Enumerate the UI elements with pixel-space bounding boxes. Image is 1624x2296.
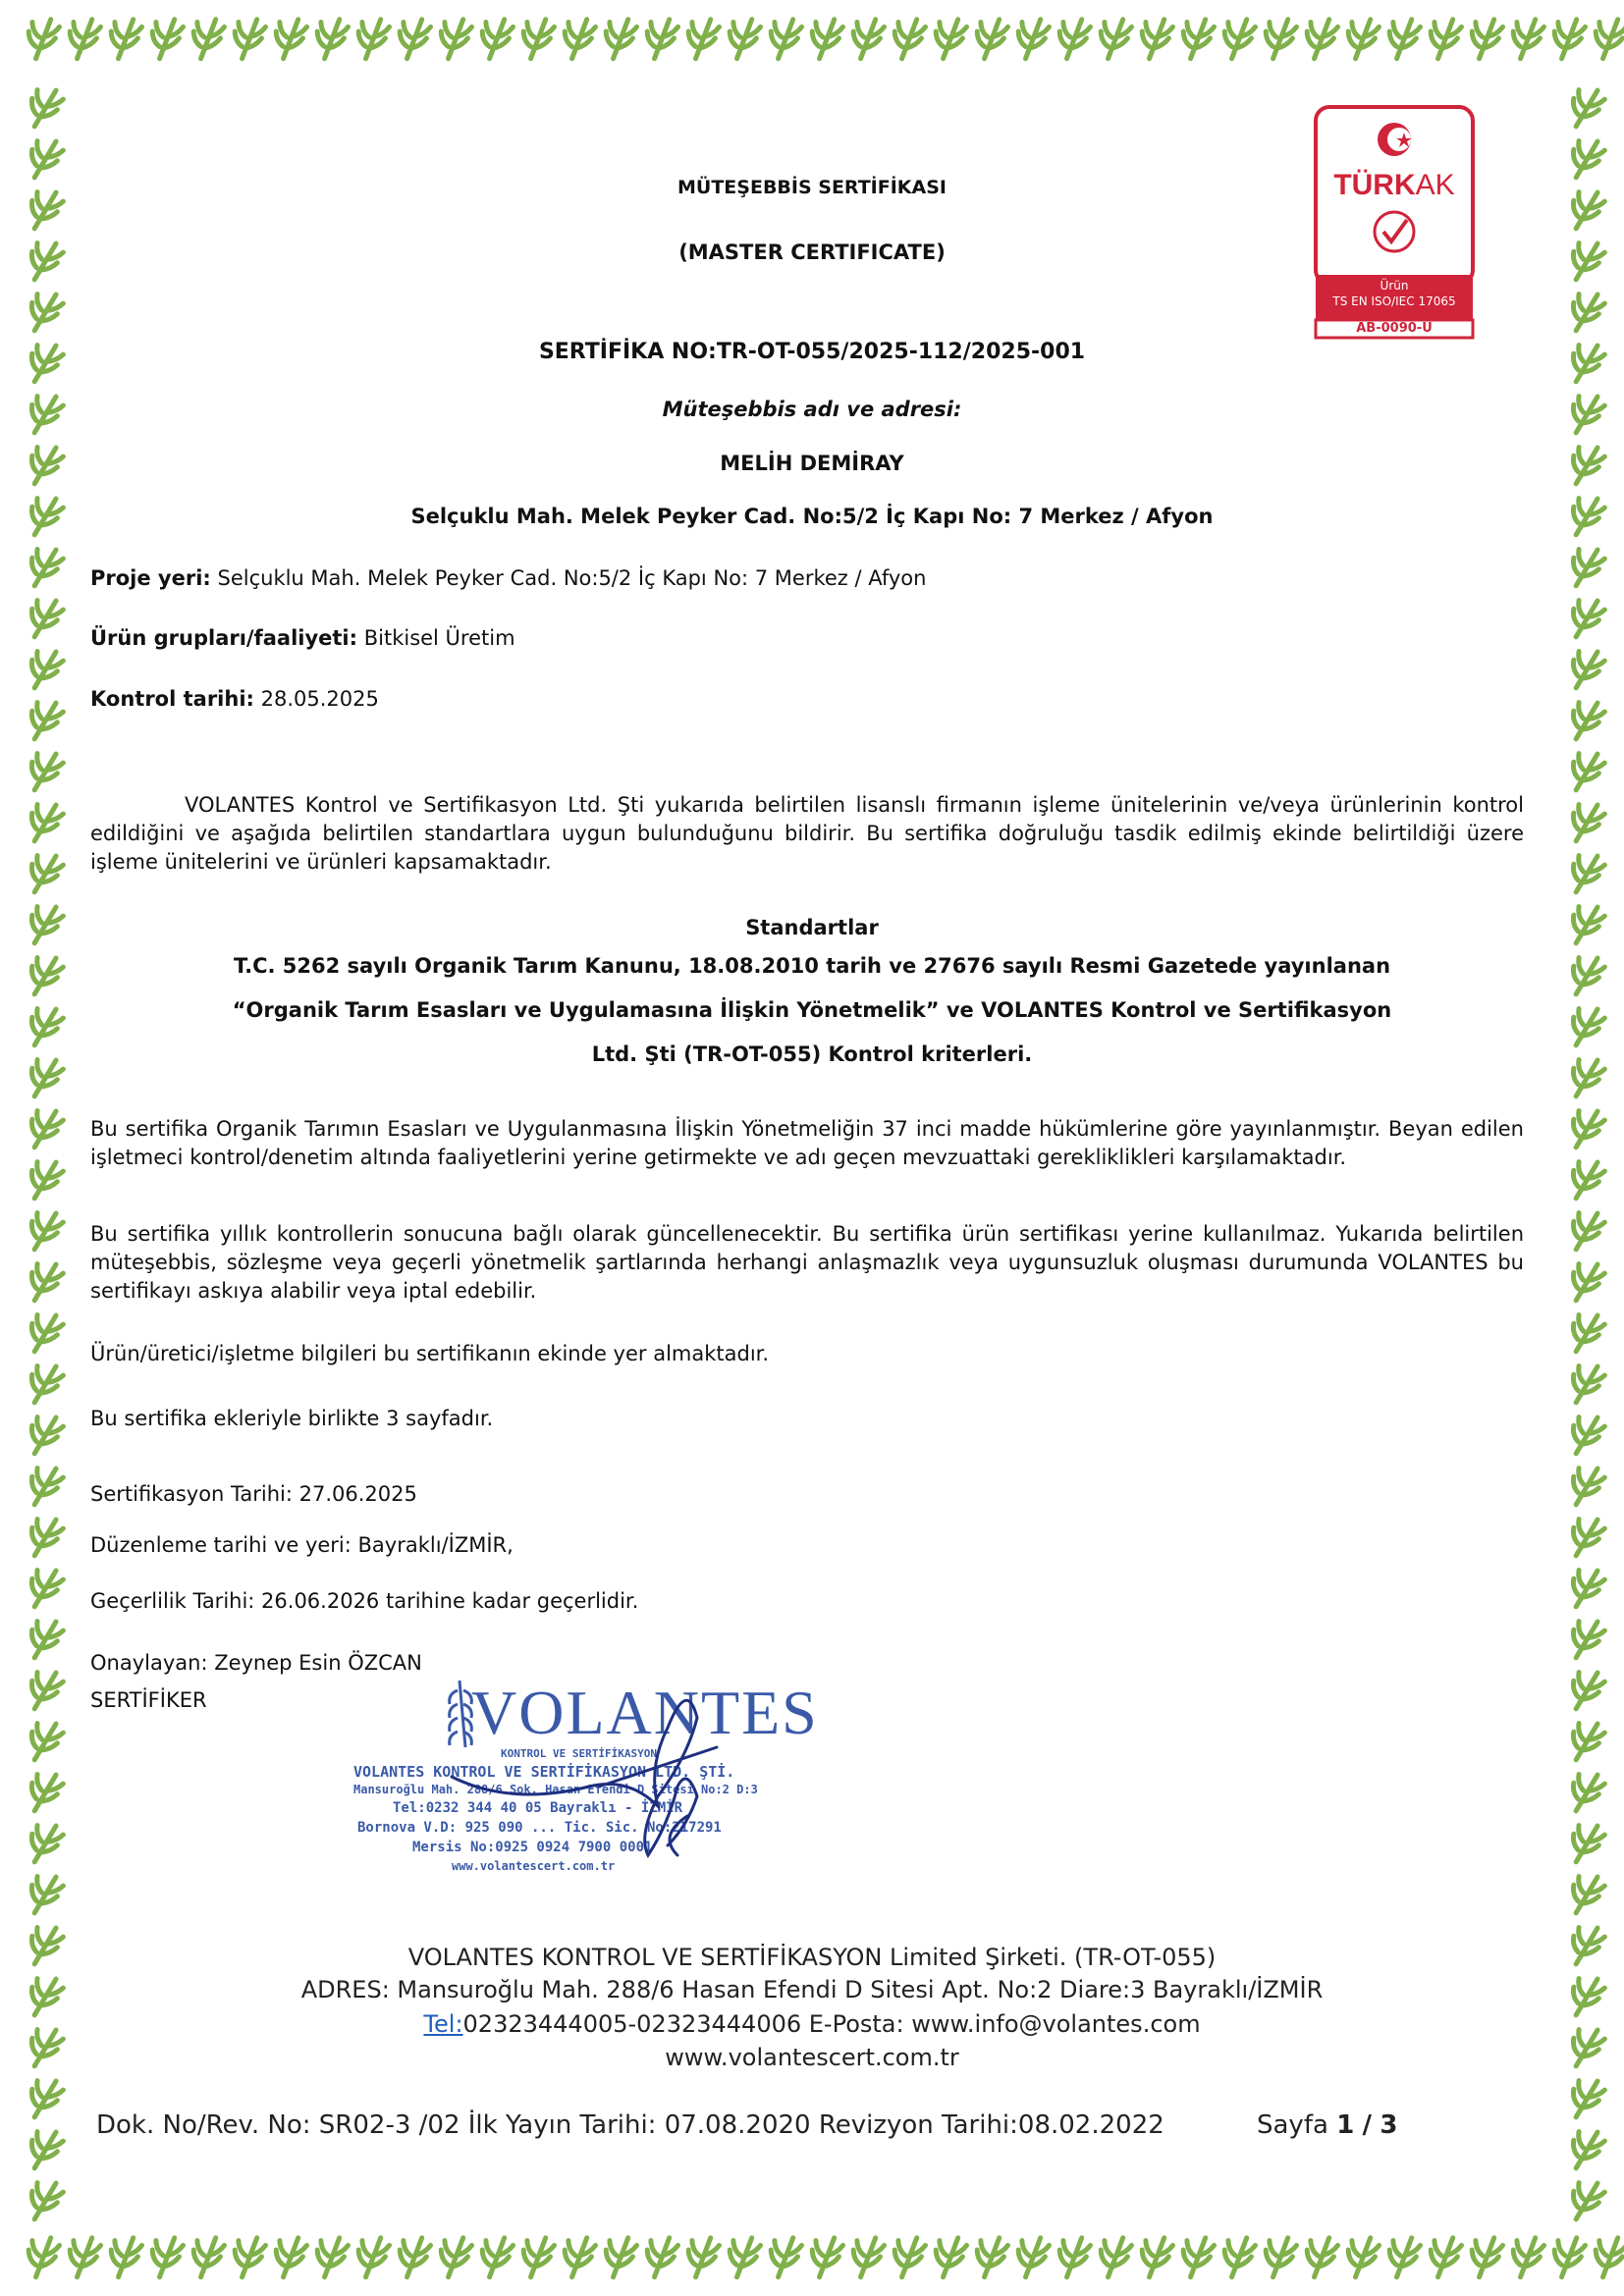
wheat-sprig-icon [24,849,66,898]
control-date-field [90,687,379,711]
wheat-sprig-icon [1344,2234,1380,2280]
wheat-sprig-icon [1220,16,1257,62]
wheat-sprig-icon [849,16,886,62]
approver: Onaylayan: Zeynep Esin ÖZCAN [90,1651,422,1675]
control-date-value: 28.05.2025 [260,687,379,711]
wheat-sprig-icon [726,2234,762,2280]
standards-heading: Standartlar [745,916,879,939]
wheat-sprig-icon [66,16,102,62]
wheat-sprig-icon [1385,16,1422,62]
wheat-sprig-icon [602,16,638,62]
intro-paragraph: VOLANTES Kontrol ve Sertifikasyon Ltd. Şti yukarıda belirtilen lisanslı firmanın işleme ünitelerinin ve/veya ürünlerinin kontrol edildiğini ve aşağıda belirtilen standartlara uygun bulunduğunu bildirir. Bu sertifika doğruluğu tasdik edilmiş ekinde belirtildiği üzere işleme ünitelerini ve ürünleri kapsamaktadır. [90,793,1524,874]
wheat-sprig-icon [1179,16,1216,62]
wheat-sprig-icon [24,696,66,745]
stamp-line-2: VOLANTES KONTROL VE SERTİFİKASYON LTD. ŞTİ. [353,1763,735,1781]
wheat-sprig-icon [1565,696,1607,745]
wheat-sprig-icon [1565,1257,1607,1307]
wheat-sprig-icon [1427,16,1463,62]
tel-link[interactable]: Tel: [423,2010,463,2038]
wheat-sprig-icon [25,16,61,62]
wheat-sprig-icon [148,16,185,62]
wheat-sprig-icon [1097,2234,1133,2280]
issue-date-place: Düzenleme tarihi ve yeri: Bayraklı/İZMİR, [90,1533,514,1557]
wheat-sprig-icon [932,16,968,62]
footer-address: ADRES: Mansuroğlu Mah. 288/6 Hasan Efendi D Sitesi Apt. No:2 Diare:3 Bayraklı/İZMİR [300,1976,1324,2003]
wheat-sprig-icon [1014,2234,1051,2280]
wheat-sprig-icon [1262,16,1298,62]
wheat-sprig-icon [1592,2234,1624,2280]
document-info: Dok. No/Rev. No: SR02-3 /02 İlk Yayın Tarihi: 07.08.2020 Revizyon Tarihi:08.02.2022 [96,2110,1164,2140]
wheat-sprig-icon [1303,16,1339,62]
wheat-sprig-icon [478,16,514,62]
wheat-sprig-icon [1565,594,1607,643]
wheat-sprig-icon [1468,2234,1504,2280]
stamp-line-5: Bornova V.D: 925 090 ... Tic. Sic. No:217291 [357,1820,722,1836]
wheat-sprig-icon [1565,288,1607,337]
wheat-sprig-icon [24,1513,66,1562]
wheat-sprig-icon [767,2234,803,2280]
wheat-sprig-icon [24,1462,66,1511]
wheat-sprig-icon [1565,1104,1607,1153]
wheat-sprig-icon [189,2234,226,2280]
page-label: Sayfa [1257,2110,1328,2140]
wheat-sprig-icon [25,2234,61,2280]
stamp-line-3: Mansuroğlu Mah. 288/6 Sok. Hasan Efendi D Sitesi No:2 D:3 [353,1783,758,1796]
wheat-sprig-icon [1565,1615,1607,1664]
wheat-sprig-icon [1565,1666,1607,1715]
wheat-sprig-icon [1565,1717,1607,1766]
wheat-sprig-icon [1550,2234,1587,2280]
wheat-sprig-icon [24,2074,66,2123]
validity-date: Geçerlilik Tarihi: 26.06.2026 tarihine kadar geçerlidir. [90,1589,639,1613]
wheat-sprig-icon [643,2234,679,2280]
wheat-sprig-icon [1565,1513,1607,1562]
wheat-sprig-icon [726,16,762,62]
wheat-sprig-icon [1056,2234,1092,2280]
wheat-sprig-icon [24,747,66,796]
control-date-label: Kontrol tarihi: [90,687,254,711]
wheat-sprig-icon [891,2234,927,2280]
signature [334,1669,884,1904]
stamp-logo: VOLANTES [471,1678,819,1747]
wheat-sprig-icon [231,2234,267,2280]
wheat-sprig-icon [24,1666,66,1715]
wheat-sprig-icon [189,16,226,62]
wheat-sprig-icon [1565,798,1607,847]
wheat-sprig-icon [24,1308,66,1358]
wheat-sprig-icon [24,288,66,337]
wheat-sprig-icon [24,2176,66,2225]
footer-website[interactable]: www.volantescert.com.tr [665,2044,959,2071]
wheat-sprig-icon [519,2234,556,2280]
wheat-sprig-icon [1565,1206,1607,1255]
wheat-sprig-icon [24,798,66,847]
owner-address: Selçuklu Mah. Melek Peyker Cad. No:5/2 İç Kapı No: 7 Merkez / Afyon [410,505,1214,528]
wheat-sprig-icon [1509,16,1545,62]
wheat-sprig-icon [272,2234,308,2280]
wheat-sprig-icon [1565,543,1607,592]
wheat-sprig-icon [1565,83,1607,133]
wheat-sprig-icon [231,16,267,62]
turkak-brand: TÜRKAK [1333,169,1455,201]
wheat-sprig-icon [272,16,308,62]
wheat-sprig-icon [1565,1360,1607,1409]
wheat-sprig-icon [1550,16,1587,62]
wheat-sprig-icon [1565,1411,1607,1460]
standards-line-3: Ltd. Şti (TR-OT-055) Kontrol kriterleri. [591,1042,1033,1066]
wheat-sprig-icon [1565,2125,1607,2174]
wheat-sprig-icon [561,2234,597,2280]
wheat-sprig-icon [148,2234,185,2280]
wheat-sprig-icon [24,1104,66,1153]
wheat-sprig-icon [602,2234,638,2280]
wheat-sprig-icon [24,1257,66,1307]
wheat-sprig-icon [24,1206,66,1255]
page-subtitle: (MASTER CERTIFICATE) [678,240,946,264]
paragraph-2: Bu sertifika yıllık kontrollerin sonucuna bağlı olarak güncellenecektir. Bu sertifika ürün sertifikası yerine kullanılmaz. Yukarıda belirtilen müteşebbis, sözleşme veya geçerli yönetmelik şartlarında herhangi anlaşmazlık veya uygunsuzluk oluşması durumunda VOLANTES bu sertifikayı askıya alabilir veya iptal edebilir. [90,1222,1524,1303]
group-field [90,626,515,650]
wheat-sprig-icon [24,1360,66,1409]
paragraph-4: Bu sertifika ekleriyle birlikte 3 sayfadır. [90,1407,494,1430]
wheat-sprig-icon [561,16,597,62]
wheat-sprig-icon [24,543,66,592]
wheat-sprig-icon [478,2234,514,2280]
stamp-line-4: Tel:0232 344 40 05 Bayraklı - İZMİR [393,1800,683,1816]
page-current: 1 [1336,2110,1355,2140]
wheat-sprig-icon [396,2234,432,2280]
standards-line-1: T.C. 5262 sayılı Organik Tarım Kanunu, 18.08.2010 tarih ve 27676 sayılı Resmi Gazetede yayınlanan [233,954,1391,978]
wheat-sprig-icon [24,1717,66,1766]
wheat-sprig-icon [24,645,66,694]
wheat-sprig-icon [24,1768,66,1817]
approver-role: SERTİFİKER [90,1688,207,1712]
wheat-sprig-icon [437,2234,473,2280]
wheat-sprig-icon [1303,2234,1339,2280]
wheat-sprig-icon [24,1870,66,1919]
wheat-sprig-icon [973,2234,1009,2280]
certificate-number: SERTİFİKA NO:TR-OT-055/2025-112/2025-001 [538,340,1086,364]
wheat-sprig-icon [1565,1768,1607,1817]
wheat-sprig-icon [1427,2234,1463,2280]
wheat-sprig-icon [24,1615,66,1664]
wheat-sprig-icon [1565,645,1607,694]
wheat-sprig-icon [437,16,473,62]
wheat-sprig-icon [24,1819,66,1868]
wheat-sprig-icon [808,2234,844,2280]
wheat-sprig-icon [1138,2234,1174,2280]
page-total: 3 [1380,2110,1398,2140]
wheat-sprig-icon [313,2234,350,2280]
wheat-sprig-icon [1468,16,1504,62]
wheat-sprig-icon [1138,16,1174,62]
wheat-sprig-icon [1179,2234,1216,2280]
page-separator: / [1362,2110,1373,2140]
stamp-line-1: KONTROL VE SERTİFİKASYON [501,1747,657,1760]
group-label: Ürün grupları/faaliyeti: [90,626,358,650]
turkak-accreditation-logo [1313,104,1476,340]
certification-date: Sertifikasyon Tarihi: 27.06.2025 [90,1482,417,1506]
wheat-sprig-icon [849,2234,886,2280]
owner-heading: Müteşebbis adı ve adresi: [662,398,962,421]
wheat-sprig-icon [1592,16,1624,62]
wheat-sprig-icon [1565,1155,1607,1204]
wheat-sprig-icon [1565,1308,1607,1358]
wheat-sprig-icon [643,16,679,62]
wheat-sprig-icon [1565,2074,1607,2123]
wheat-sprig-icon [684,2234,721,2280]
wheat-sprig-icon [1344,16,1380,62]
project-label: Proje yeri: [90,566,211,590]
wheat-sprig-icon [519,16,556,62]
turkak-line1: Ürün [1380,279,1409,293]
page-title: MÜTEŞEBBİS SERTİFİKASI [677,177,947,198]
standards-line-2: “Organik Tarım Esasları ve Uygulamasına İlişkin Yönetmelik” ve VOLANTES Kontrol ve Sertifikasyon [232,998,1392,1022]
wheat-sprig-icon [66,2234,102,2280]
wheat-sprig-icon [684,16,721,62]
wheat-sprig-icon [891,16,927,62]
wheat-sprig-icon [1565,1462,1607,1511]
turkak-line2: TS EN ISO/IEC 17065 [1332,294,1456,308]
wheat-sprig-icon [354,2234,391,2280]
wheat-sprig-icon [767,16,803,62]
footer-company: VOLANTES KONTROL VE SERTİFİKASYON Limited Şirketi. (TR-OT-055) [407,1944,1217,1971]
wheat-sprig-icon [808,16,844,62]
wheat-sprig-icon [1097,16,1133,62]
wheat-sprig-icon [1385,2234,1422,2280]
group-value: Bitkisel Üretim [363,626,515,650]
stamp-line-6: Mersis No:0925 0924 7900 0001 [412,1840,653,1855]
wheat-sprig-icon [1565,1564,1607,1613]
wheat-sprig-icon [24,83,66,133]
footer-contact-details: 02323444005-02323444006 E-Posta: www.info@volantes.com [462,2010,1201,2038]
wheat-sprig-icon [313,16,350,62]
footer-contact [0,2010,1624,2038]
wheat-sprig-icon [1014,16,1051,62]
wheat-sprig-icon [1262,2234,1298,2280]
project-value: Selçuklu Mah. Melek Peyker Cad. No:5/2 İç Kapı No: 7 Merkez / Afyon [217,566,927,590]
wheat-sprig-icon [1565,2176,1607,2225]
paragraph-1: Bu sertifika Organik Tarımın Esasları ve Uygulanmasına İlişkin Yönetmeliğin 37 inci madde hükümlerine göre yayınlanmıştır. Beyan edilen işletmeci kontrol/denetim altında faaliyetlerini yerine getirmekte ve adı geçen mevzuattaki gerekliklikleri karşılamaktadır. [90,1117,1524,1169]
wheat-sprig-icon [1565,1819,1607,1868]
project-field [90,566,926,590]
wheat-sprig-icon [24,594,66,643]
wheat-sprig-icon [24,2125,66,2174]
wheat-sprig-icon [973,16,1009,62]
wheat-sprig-icon [24,1155,66,1204]
wheat-sprig-icon [1565,1870,1607,1919]
company-stamp [334,1669,884,1904]
stamp-line-7: www.volantescert.com.tr [452,1859,616,1873]
wheat-sprig-icon [1056,16,1092,62]
wheat-sprig-icon [107,2234,143,2280]
wheat-sprig-icon [24,1564,66,1613]
page-indicator [1257,2110,1397,2140]
owner-name: MELİH DEMİRAY [720,452,904,475]
wheat-sprig-icon [1565,849,1607,898]
wheat-sprig-icon [1565,747,1607,796]
wheat-sprig-icon [107,16,143,62]
wheat-sprig-icon [1220,2234,1257,2280]
wheat-sprig-icon [396,16,432,62]
wheat-sprig-icon [1509,2234,1545,2280]
turkak-code: AB-0090-U [1356,321,1433,336]
wheat-sprig-icon [24,1411,66,1460]
wheat-sprig-icon [354,16,391,62]
paragraph-3: Ürün/üretici/işletme bilgileri bu sertifikanın ekinde yer almaktadır. [90,1342,770,1365]
wheat-sprig-icon [932,2234,968,2280]
